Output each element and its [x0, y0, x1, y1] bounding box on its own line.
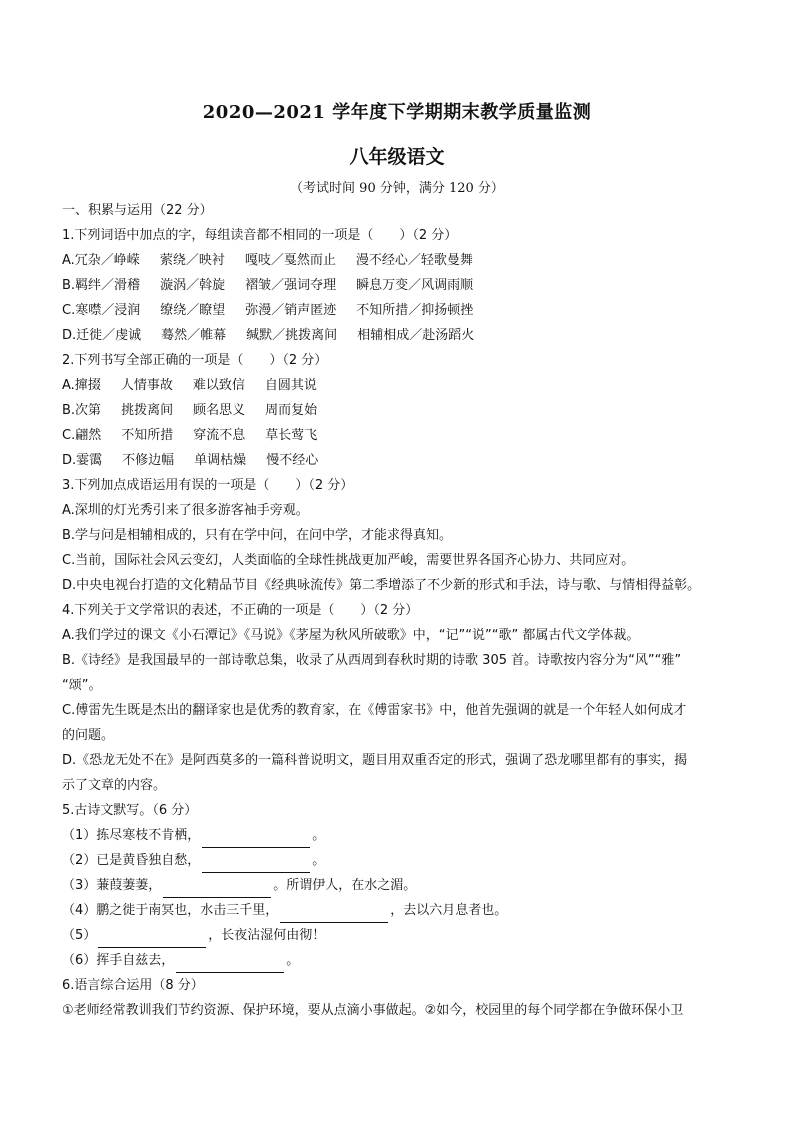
question-1-option-a [62, 248, 742, 273]
poem-text: ，长夜沾湿何由彻！ [208, 928, 326, 943]
answer-blank[interactable] [176, 957, 284, 973]
answer-blank[interactable] [163, 882, 271, 898]
option-word: 褶皱／强词夺理 [245, 278, 337, 293]
question-1-option-b [62, 273, 742, 298]
option-word: 挑拨离间 [121, 403, 174, 418]
poem-text: 。 [312, 828, 326, 843]
answer-blank[interactable] [98, 932, 206, 948]
answer-blank[interactable] [202, 857, 310, 873]
exam-body [62, 198, 742, 1023]
question-4-option-b-cont: “颂”。 [62, 678, 102, 693]
option-word: 嘎吱／戛然而止 [244, 253, 336, 268]
option-word: 不知所措／抑扬顿挫 [356, 303, 474, 318]
question-2-option-c [62, 423, 742, 448]
option-word: 漩涡／斡旋 [160, 278, 226, 293]
option-word: 漫不经心／轻歌曼舞 [355, 253, 473, 268]
question-3-option-d: D.中央电视台打造的文化精品节目《经典咏流传》第二季增添了不少新的形式和手法，诗与歌、与情相得益彰。 [62, 578, 701, 593]
option-word: 蓦然／帷幕 [161, 328, 227, 343]
question-5-stem: 5.古诗文默写。（6 分） [62, 803, 198, 818]
exam-title: 2020—2021 学年度下学期期末教学质量监测 [202, 102, 592, 123]
option-word: A.冗杂／峥嵘 [62, 253, 140, 268]
section-heading: 一、积累与运用（22 分） [62, 203, 213, 218]
question-3-option-a: A.深圳的灯光秀引来了很多游客袖手旁观。 [62, 503, 309, 518]
poem-text: （5） [62, 928, 97, 943]
poem-text: （4）鹏之徙于南冥也，水击三千里， [62, 903, 279, 918]
poem-text: （1）拣尽寒枝不肯栖， [62, 828, 201, 843]
option-word: 周而复始 [265, 403, 318, 418]
question-4-option-b: B.《诗经》是我国最早的一部诗歌总集，收录了从西周到春秋时期的诗歌 305 首。诗歌按内容分为“风”“雅” [62, 653, 682, 668]
option-word: 草长莺飞 [265, 428, 318, 443]
poem-line-3 [62, 873, 742, 898]
poem-text: ，去以六月息者也。 [390, 903, 508, 918]
poem-line-2 [62, 848, 742, 873]
option-word: 不修边幅 [122, 453, 175, 468]
question-3-option-c: C.当前，国际社会风云变幻，人类面临的全球性挑战更加严峻，需要世界各国齐心协力、共同应对。 [62, 553, 635, 568]
question-4-option-d: D.《恐龙无处不在》是阿西莫多的一篇科普说明文，题目用双重否定的形式，强调了恐龙哪里都有的事实，揭 [62, 753, 688, 768]
option-word: B.次第 [62, 403, 102, 418]
question-2-option-b [62, 398, 742, 423]
question-1-option-c [62, 298, 742, 323]
answer-blank[interactable] [202, 832, 310, 848]
question-4-option-c-cont: 的问题。 [62, 728, 115, 743]
question-4-option-a: A.我们学过的课文《小石潭记》《马说》《茅屋为秋风所破歌》中，“记”“说”“歌” 都属古代文学体裁。 [62, 628, 640, 643]
option-word: 难以致信 [192, 378, 245, 393]
poem-line-5 [62, 923, 742, 948]
question-4-option-d-cont: 示了文章的内容。 [62, 778, 167, 793]
option-word: D.霎霭 [62, 453, 103, 468]
option-word: 穿流不息 [193, 428, 246, 443]
option-word: 慢不经心 [266, 453, 319, 468]
poem-line-6 [62, 948, 742, 973]
question-2-option-d [62, 448, 742, 473]
poem-text: （2）已是黄昏独自愁， [62, 853, 201, 868]
question-3-stem: 3.下列加点成语运用有误的一项是（ ）（2 分） [62, 478, 354, 493]
option-word: 萦绕／映衬 [159, 253, 225, 268]
option-word: C.翩然 [62, 428, 102, 443]
question-1-stem: 1.下列词语中加点的字，每组读音都不相同的一项是（ ）（2 分） [62, 228, 458, 243]
option-word: C.寒噤／浸润 [62, 303, 141, 318]
option-word: 自圆其说 [264, 378, 317, 393]
poem-line-1 [62, 823, 742, 848]
question-2-stem: 2.下列书写全部正确的一项是（ ）（2 分） [62, 353, 328, 368]
question-6-text: ①老师经常教训我们节约资源、保护环境，要从点滴小事做起。②如今，校园里的每个同学都在争做环保小卫 [62, 1003, 684, 1018]
option-word: 瞬息万变／风调雨顺 [356, 278, 474, 293]
poem-text: 。 [312, 853, 326, 868]
question-2-option-a [62, 373, 742, 398]
subject-title: 八年级语文 [349, 146, 445, 168]
question-1-option-d [62, 323, 742, 348]
option-word: 顾名思义 [193, 403, 246, 418]
option-word: B.羁绊／滑稽 [62, 278, 141, 293]
answer-blank[interactable] [280, 907, 388, 923]
poem-text: 。 [286, 953, 300, 968]
option-word: 弥漫／销声匿迹 [245, 303, 337, 318]
poem-text: 。所谓伊人，在水之湄。 [273, 878, 417, 893]
option-word: 缄默／挑拨离间 [246, 328, 338, 343]
option-word: 不知所措 [121, 428, 174, 443]
poem-line-4 [62, 898, 742, 923]
question-4-option-c: C.傅雷先生既是杰出的翻译家也是优秀的教育家，在《傅雷家书》中，他首先强调的就是一个年轻人如何成才 [62, 703, 687, 718]
option-word: 缭绕／瞭望 [160, 303, 226, 318]
option-word: A.撺掇 [62, 378, 101, 393]
option-word: 人情事故 [120, 378, 173, 393]
poem-text: （6）挥手自兹去， [62, 953, 175, 968]
poem-text: （3）蒹葭萋萋， [62, 878, 162, 893]
question-3-option-b: B.学与问是相辅相成的，只有在学中问，在问中学，才能求得真知。 [62, 528, 453, 543]
question-4-stem: 4.下列关于文学常识的表述，不正确的一项是（ ）（2 分） [62, 603, 419, 618]
option-word: 相辅相成／赴汤蹈火 [357, 328, 475, 343]
exam-note: （考试时间 90 分钟，满分 120 分） [290, 181, 504, 196]
option-word: 单调枯燥 [194, 453, 247, 468]
option-word: D.迁徙／虔诚 [62, 328, 142, 343]
question-6-stem: 6.语言综合运用（8 分） [62, 978, 204, 993]
